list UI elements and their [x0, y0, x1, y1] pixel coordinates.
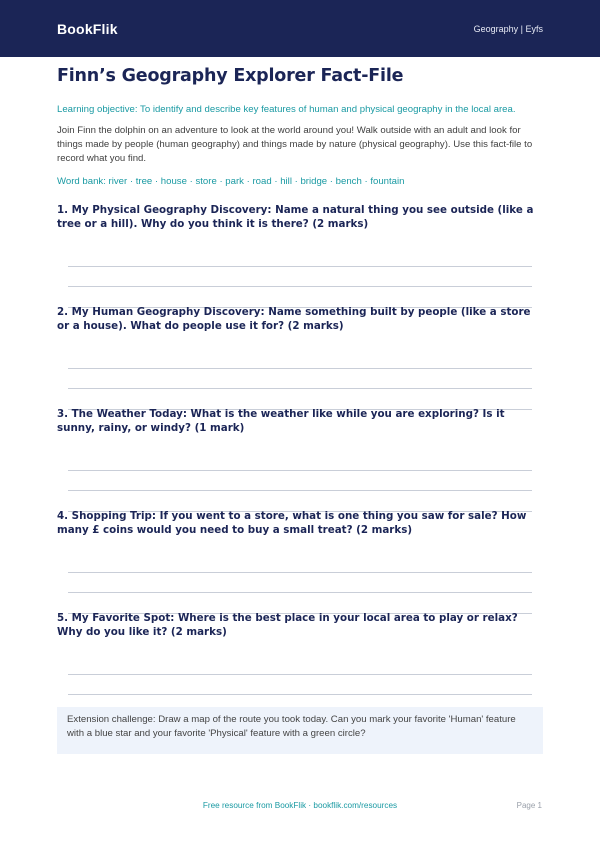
page-number: Page 1 [516, 801, 542, 810]
question-4 [57, 509, 543, 538]
answer-line[interactable] [68, 674, 532, 675]
answer-line[interactable] [68, 694, 532, 695]
question-text: 2. My Human Geography Discovery: Name something built by people (like a store or a house). What do people use it for? (2 marks) [57, 306, 531, 333]
intro-section [57, 63, 543, 187]
question-2 [57, 305, 543, 334]
answer-line[interactable] [68, 368, 532, 369]
question-5 [57, 611, 543, 640]
subject-tag: Geography | Eyfs [473, 23, 543, 34]
page-header [0, 0, 600, 57]
intro-paragraph: Join Finn the dolphin on an adventure to look at the world around you! Walk outside with an adult and look for things made by people (human geography) and things made by nature (physical geography). Use this fact-file to record what you find. [57, 125, 533, 165]
answer-line[interactable] [68, 572, 532, 573]
footer-credit[interactable]: Free resource from BookFlik · bookflik.com/resources [202, 801, 398, 810]
brand-logo[interactable]: BookFlik [57, 20, 118, 37]
page-title: Finn’s Geography Explorer Fact-File [57, 66, 404, 86]
question-text: 5. My Favorite Spot: Where is the best place in your local area to play or relax? Why do you like it? (2 marks) [57, 612, 518, 639]
learning-objective: Learning objective: To identify and describe key features of human and physical geography in the local area. [57, 104, 516, 115]
extension-challenge: Extension challenge: Draw a map of the route you took today. Can you mark your favorite 'Human' feature with a blue star and your favorite 'Physical' feature with a green circle? [57, 707, 543, 754]
answer-line[interactable] [68, 266, 532, 267]
answer-line[interactable] [68, 592, 532, 593]
question-3 [57, 407, 543, 436]
question-text: 4. Shopping Trip: If you went to a store, what is one thing you saw for sale? How many £ coins would you need to buy a small treat? (2 marks) [57, 510, 527, 537]
answer-line[interactable] [68, 490, 532, 491]
word-bank: Word bank: river · tree · house · store · park · road · hill · bridge · bench · fountain [57, 175, 405, 187]
answer-line[interactable] [68, 470, 532, 471]
question-1 [57, 203, 543, 232]
answer-line[interactable] [68, 286, 532, 287]
question-text: 3. The Weather Today: What is the weather like while you are exploring? Is it sunny, rainy, or windy? (1 mark) [57, 408, 505, 435]
page-footer [0, 801, 600, 815]
question-text: 1. My Physical Geography Discovery: Name a natural thing you see outside (like a tree or a hill). Why do you think it is there? (2 marks) [57, 204, 534, 231]
answer-line[interactable] [68, 388, 532, 389]
